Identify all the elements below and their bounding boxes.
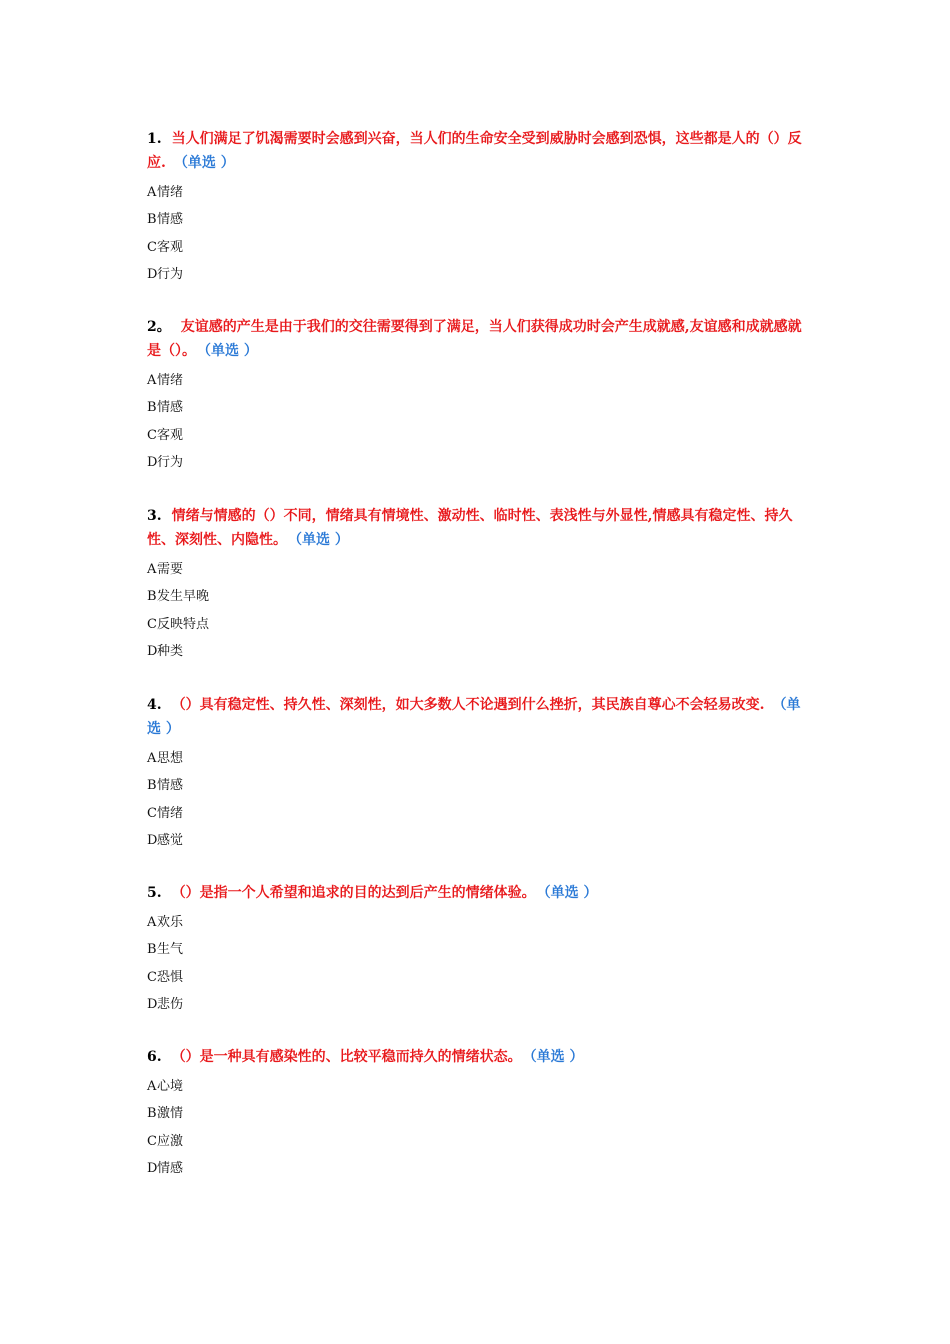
option-letter: D xyxy=(147,454,158,470)
option-letter: B xyxy=(147,778,157,794)
option-d xyxy=(147,449,807,476)
question-text: 友谊感的产生是由于我们的交往需要得到了满足，当人们获得成功时会产生成就感,友谊感和成就感就是（）。 xyxy=(147,319,802,359)
option-a xyxy=(147,909,807,936)
options-list xyxy=(147,1073,807,1182)
option-letter: B xyxy=(147,942,157,958)
option-text: 客观 xyxy=(157,239,184,255)
option-a xyxy=(147,745,807,772)
question-type: （单选 ） xyxy=(147,697,801,737)
question-type: （单选 ） xyxy=(295,532,349,548)
option-letter: D xyxy=(147,832,158,848)
option-letter: C xyxy=(147,805,157,821)
question-text: （）是一种具有感染性的、比较平稳而持久的情绪状态。 xyxy=(171,1049,522,1065)
option-d xyxy=(147,827,807,854)
option-b xyxy=(147,1100,807,1127)
option-c xyxy=(147,234,807,261)
option-letter: D xyxy=(147,996,158,1012)
option-letter: A xyxy=(147,1079,157,1094)
question-number: 5. xyxy=(147,885,162,901)
options-list xyxy=(147,556,807,665)
option-b xyxy=(147,206,807,233)
question-text: 当人们满足了饥渴需要时会感到兴奋，当人们的生命安全受到威胁时会感到恐惧，这些都是人的（）反应. xyxy=(147,131,802,171)
option-a xyxy=(147,556,807,583)
option-text: 客观 xyxy=(157,427,184,443)
option-b xyxy=(147,772,807,799)
question-3 xyxy=(147,504,807,665)
option-text: 生气 xyxy=(157,942,184,958)
option-letter: D xyxy=(147,643,158,659)
option-d xyxy=(147,638,807,665)
question-type: （单选 ） xyxy=(543,885,598,901)
options-list xyxy=(147,909,807,1018)
option-text: 种类 xyxy=(157,643,184,659)
option-letter: A xyxy=(147,562,157,577)
option-letter: A xyxy=(147,915,157,930)
option-letter: D xyxy=(147,1160,158,1176)
option-text: 心境 xyxy=(157,1079,184,1094)
option-a xyxy=(147,179,807,206)
option-letter: D xyxy=(147,266,158,282)
question-number: 1. xyxy=(147,131,162,147)
option-text: 情绪 xyxy=(157,805,184,821)
options-list xyxy=(147,367,807,476)
question-number: 2。 xyxy=(147,319,171,335)
option-text: 情感 xyxy=(157,212,184,228)
question-6 xyxy=(147,1045,807,1182)
question-1 xyxy=(147,127,807,288)
option-text: 激情 xyxy=(157,1106,184,1122)
question-type: （单选 ） xyxy=(529,1049,584,1065)
option-letter: C xyxy=(147,1133,157,1149)
option-letter: B xyxy=(147,589,157,605)
option-b xyxy=(147,936,807,963)
option-c xyxy=(147,422,807,449)
option-text: 情感 xyxy=(157,1160,184,1176)
question-text: （）具有稳定性、持久性、深刻性，如大多数人不论遇到什么挫折，其民族自尊心不会轻易改变. xyxy=(171,697,765,713)
option-letter: C xyxy=(147,616,157,632)
option-text: 情绪 xyxy=(157,373,184,388)
option-text: 感觉 xyxy=(157,832,184,848)
question-3-stem xyxy=(147,504,807,552)
option-d xyxy=(147,261,807,288)
question-5 xyxy=(147,881,807,1018)
question-type: （单选 ） xyxy=(204,343,258,359)
question-6-stem xyxy=(147,1045,807,1069)
option-text: 情感 xyxy=(157,400,184,416)
option-d xyxy=(147,1155,807,1182)
option-letter: A xyxy=(147,185,157,200)
question-4-stem xyxy=(147,693,807,741)
option-letter: C xyxy=(147,969,157,985)
option-text: 反映特点 xyxy=(157,616,210,632)
option-text: 行为 xyxy=(157,454,184,470)
question-text: （）是指一个人希望和追求的目的达到后产生的情绪体验。 xyxy=(171,885,536,901)
option-letter: B xyxy=(147,1106,157,1122)
question-2 xyxy=(147,315,807,476)
options-list xyxy=(147,179,807,288)
question-4 xyxy=(147,693,807,854)
option-text: 恐惧 xyxy=(157,969,184,985)
question-number: 6. xyxy=(147,1049,162,1065)
question-2-stem xyxy=(147,315,807,363)
question-type: （单选 ） xyxy=(173,155,235,171)
option-text: 应激 xyxy=(157,1133,184,1149)
option-a xyxy=(147,1073,807,1100)
option-c xyxy=(147,964,807,991)
option-c xyxy=(147,1128,807,1155)
question-number: 4. xyxy=(147,697,162,713)
option-text: 悲伤 xyxy=(157,996,184,1012)
option-letter: B xyxy=(147,212,157,228)
option-text: 思想 xyxy=(157,751,184,766)
option-letter: A xyxy=(147,751,157,766)
option-a xyxy=(147,367,807,394)
option-b xyxy=(147,583,807,610)
question-1-stem xyxy=(147,127,807,175)
question-number: 3. xyxy=(147,508,162,524)
option-letter: B xyxy=(147,400,157,416)
option-letter: C xyxy=(147,239,157,255)
option-c xyxy=(147,800,807,827)
option-text: 发生早晚 xyxy=(157,589,210,605)
option-text: 需要 xyxy=(157,562,184,577)
option-c xyxy=(147,611,807,638)
question-text: 情绪与情感的（）不同，情绪具有情境性、激动性、临时性、表浅性与外显性,情感具有稳定性、持久性、深刻性、内隐性。 xyxy=(147,508,793,548)
option-text: 行为 xyxy=(157,266,184,282)
option-text: 情感 xyxy=(157,778,184,794)
option-letter: C xyxy=(147,427,157,443)
option-letter: A xyxy=(147,373,157,388)
option-d xyxy=(147,991,807,1018)
question-5-stem xyxy=(147,881,807,905)
option-text: 欢乐 xyxy=(157,915,184,930)
option-text: 情绪 xyxy=(157,185,184,200)
options-list xyxy=(147,745,807,854)
option-b xyxy=(147,394,807,421)
